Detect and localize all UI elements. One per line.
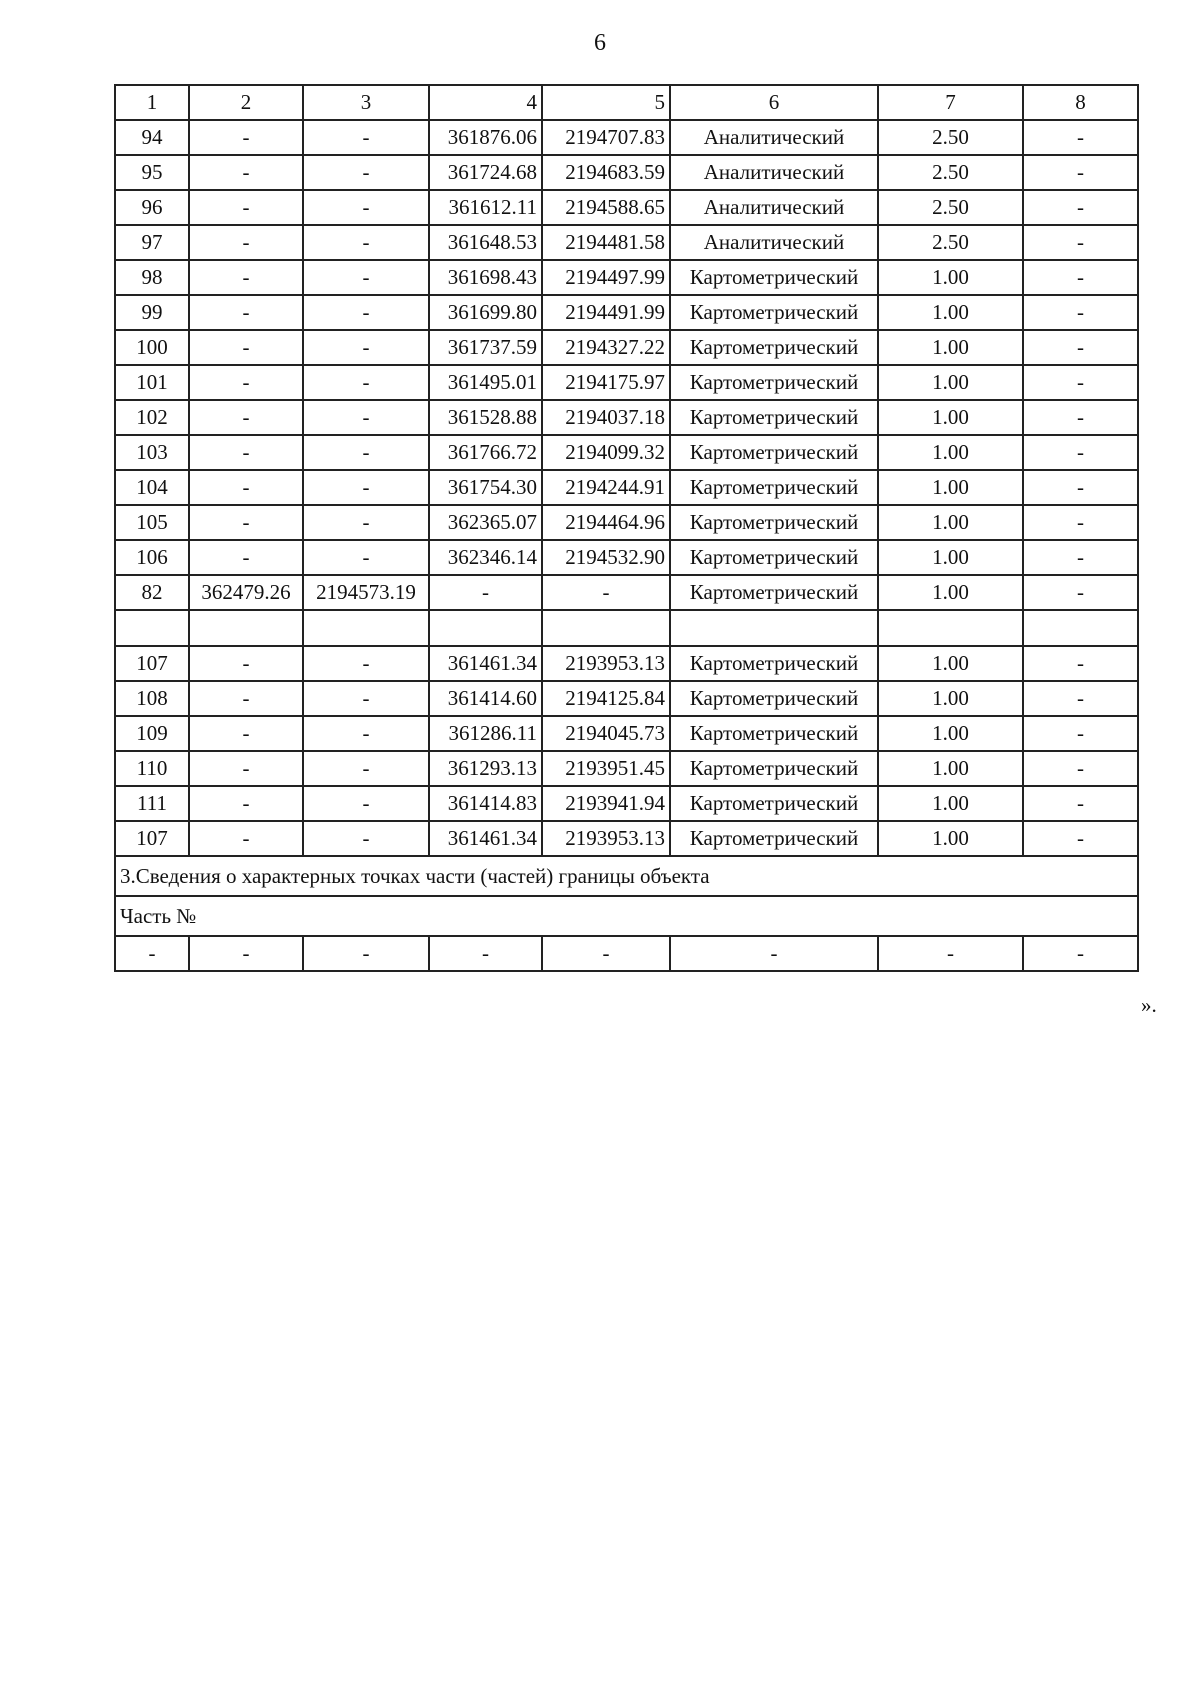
table-cell-col-7: 2.50 [878, 120, 1023, 155]
table-row [115, 155, 1138, 190]
table-cell-col-7: 1.00 [878, 786, 1023, 821]
table-cell-col-2: - [189, 786, 303, 821]
table-cell-col-4: 361461.34 [429, 821, 542, 856]
table-cell-col-2: - [189, 330, 303, 365]
table-cell-col-5: 5 [542, 85, 670, 120]
table-row [115, 330, 1138, 365]
table-cell-col-8: - [1023, 120, 1138, 155]
table-cell-col-8: - [1023, 646, 1138, 681]
table-cell-col-4: 361293.13 [429, 751, 542, 786]
table-cell-col-2: - [189, 716, 303, 751]
empty-cell [429, 610, 542, 646]
table-cell-col-8: - [1023, 716, 1138, 751]
table-cell-col-3: - [303, 155, 429, 190]
table-cell-col-6: - [670, 936, 878, 971]
table-cell-col-2: - [189, 646, 303, 681]
table-cell-col-8: - [1023, 936, 1138, 971]
table-cell-col-7: 2.50 [878, 155, 1023, 190]
table-cell-col-6: Аналитический [670, 120, 878, 155]
table-cell-col-1: 97 [115, 225, 189, 260]
table-cell-col-1: - [115, 936, 189, 971]
table-cell-col-8: - [1023, 260, 1138, 295]
empty-cell [670, 610, 878, 646]
table-row [115, 821, 1138, 856]
table-cell-col-1: 109 [115, 716, 189, 751]
table-cell-col-5: 2193953.13 [542, 646, 670, 681]
table-cell-col-5: 2194491.99 [542, 295, 670, 330]
table-row [115, 120, 1138, 155]
table-cell-col-1: 106 [115, 540, 189, 575]
table-cell-col-1: 110 [115, 751, 189, 786]
table-cell-col-7: 1.00 [878, 821, 1023, 856]
table-cell-col-5: 2194037.18 [542, 400, 670, 435]
table-cell-col-4: 361286.11 [429, 716, 542, 751]
table-cell-col-6: Картометрический [670, 681, 878, 716]
table-cell-col-3: - [303, 681, 429, 716]
table-cell-col-6: Картометрический [670, 786, 878, 821]
empty-cell [542, 610, 670, 646]
table-cell-col-1: 95 [115, 155, 189, 190]
table-cell-col-6: Картометрический [670, 260, 878, 295]
table-row [115, 190, 1138, 225]
table-cell-col-1: 111 [115, 786, 189, 821]
table-cell-col-5: - [542, 936, 670, 971]
table-cell-col-1: 107 [115, 646, 189, 681]
table-cell-col-5: 2194497.99 [542, 260, 670, 295]
table-cell-col-3: - [303, 821, 429, 856]
table-cell-col-1: 94 [115, 120, 189, 155]
table-cell-col-3: - [303, 540, 429, 575]
table-row [115, 751, 1138, 786]
table-cell-col-6: Картометрический [670, 435, 878, 470]
table-cell-col-1: 108 [115, 681, 189, 716]
table-cell-col-4: 362365.07 [429, 505, 542, 540]
table-cell-col-7: 1.00 [878, 365, 1023, 400]
table-cell-col-8: - [1023, 540, 1138, 575]
table-row [115, 646, 1138, 681]
table-cell-col-6: Картометрический [670, 330, 878, 365]
table-cell-col-1: 103 [115, 435, 189, 470]
table-cell-col-5: 2194464.96 [542, 505, 670, 540]
table-cell-col-7: 1.00 [878, 646, 1023, 681]
closing-quote: ». [1141, 993, 1157, 1017]
table-cell-col-3: - [303, 400, 429, 435]
table-gap-row [115, 610, 1138, 646]
table-cell-col-3: - [303, 190, 429, 225]
table-cell-col-3: - [303, 716, 429, 751]
empty-cell [303, 610, 429, 646]
table-header-row [115, 85, 1138, 120]
table-cell-col-7: 1.00 [878, 260, 1023, 295]
table-cell-col-7: 1.00 [878, 575, 1023, 610]
table-row [115, 786, 1138, 821]
table-cell-col-2: - [189, 400, 303, 435]
table-cell-col-5: 2193953.13 [542, 821, 670, 856]
part-data-row [115, 936, 1138, 971]
table-cell-col-2: - [189, 365, 303, 400]
table-cell-col-7: 2.50 [878, 190, 1023, 225]
table-cell-col-7: 2.50 [878, 225, 1023, 260]
table-cell-col-7: 1.00 [878, 751, 1023, 786]
table-row [115, 225, 1138, 260]
table-cell-col-3: - [303, 470, 429, 505]
table-cell-col-8: - [1023, 786, 1138, 821]
table-cell-col-4: 4 [429, 85, 542, 120]
table-cell-col-6: Картометрический [670, 821, 878, 856]
table-cell-col-7: 1.00 [878, 330, 1023, 365]
table-cell-col-6: Аналитический [670, 190, 878, 225]
table-cell-col-2: - [189, 295, 303, 330]
table-cell-col-8: - [1023, 400, 1138, 435]
table-row [115, 260, 1138, 295]
table-cell-col-8: - [1023, 751, 1138, 786]
table-cell-col-3: - [303, 295, 429, 330]
table-cell-col-4: - [429, 575, 542, 610]
table-cell-col-3: 3 [303, 85, 429, 120]
page-number: 6 [594, 30, 606, 56]
table-cell-col-3: - [303, 435, 429, 470]
table-cell-col-8: - [1023, 575, 1138, 610]
coordinates-table [114, 84, 1139, 972]
empty-cell [115, 610, 189, 646]
table-cell-col-1: 101 [115, 365, 189, 400]
table-row [115, 681, 1138, 716]
empty-cell [189, 610, 303, 646]
table-row [115, 470, 1138, 505]
table-cell-col-1: 105 [115, 505, 189, 540]
table-cell-col-5: 2194175.97 [542, 365, 670, 400]
table-cell-col-6: Картометрический [670, 505, 878, 540]
table-cell-col-8: - [1023, 225, 1138, 260]
table-cell-col-6: Картометрический [670, 400, 878, 435]
table-cell-col-5: 2194683.59 [542, 155, 670, 190]
table-cell-col-3: - [303, 365, 429, 400]
table-cell-col-3: - [303, 786, 429, 821]
table-cell-col-5: 2194125.84 [542, 681, 670, 716]
table-cell-col-4: 361414.83 [429, 786, 542, 821]
table-cell-col-5: 2193941.94 [542, 786, 670, 821]
table-cell-col-4: 361528.88 [429, 400, 542, 435]
table-cell-col-8: - [1023, 470, 1138, 505]
table-cell-col-2: - [189, 435, 303, 470]
table-cell-col-1: 104 [115, 470, 189, 505]
table-cell-col-4: 361699.80 [429, 295, 542, 330]
table-cell-col-4: 361461.34 [429, 646, 542, 681]
table-cell-col-1: 100 [115, 330, 189, 365]
table-cell-col-2: - [189, 681, 303, 716]
table-cell-col-2: - [189, 120, 303, 155]
table-cell-col-4: 361612.11 [429, 190, 542, 225]
table-cell-col-8: - [1023, 821, 1138, 856]
empty-cell [878, 610, 1023, 646]
table-cell-col-2: - [189, 470, 303, 505]
table-cell-col-5: 2194707.83 [542, 120, 670, 155]
table-cell-col-5: 2194244.91 [542, 470, 670, 505]
table-cell-col-2: - [189, 540, 303, 575]
section-title: 3.Сведения о характерных точках части (частей) границы объекта [115, 856, 1138, 896]
table-cell-col-3: - [303, 120, 429, 155]
table-cell-col-1: 1 [115, 85, 189, 120]
table-cell-col-3: - [303, 646, 429, 681]
table-cell-col-4: - [429, 936, 542, 971]
table-cell-col-6: 6 [670, 85, 878, 120]
table-cell-col-8: - [1023, 435, 1138, 470]
table-cell-col-8: - [1023, 155, 1138, 190]
table-cell-col-7: 1.00 [878, 681, 1023, 716]
table-row [115, 505, 1138, 540]
table-cell-col-3: 2194573.19 [303, 575, 429, 610]
table-cell-col-4: 361495.01 [429, 365, 542, 400]
table-cell-col-7: 1.00 [878, 505, 1023, 540]
table-cell-col-1: 82 [115, 575, 189, 610]
table-cell-col-3: - [303, 505, 429, 540]
table-row [115, 540, 1138, 575]
table-cell-col-7: 1.00 [878, 540, 1023, 575]
table-cell-col-1: 98 [115, 260, 189, 295]
table-cell-col-5: - [542, 575, 670, 610]
table-cell-col-2: - [189, 936, 303, 971]
part-label-row [115, 896, 1138, 936]
table-cell-col-4: 361766.72 [429, 435, 542, 470]
table-row [115, 365, 1138, 400]
table-cell-col-4: 361737.59 [429, 330, 542, 365]
table-cell-col-2: - [189, 260, 303, 295]
table-cell-col-7: 1.00 [878, 295, 1023, 330]
table-cell-col-8: - [1023, 505, 1138, 540]
section-title-row [115, 856, 1138, 896]
table-cell-col-7: - [878, 936, 1023, 971]
empty-cell [1023, 610, 1138, 646]
table-cell-col-1: 107 [115, 821, 189, 856]
table-cell-col-6: Картометрический [670, 365, 878, 400]
table-cell-col-5: 2194327.22 [542, 330, 670, 365]
table-cell-col-8: - [1023, 190, 1138, 225]
table-cell-col-4: 361724.68 [429, 155, 542, 190]
table-cell-col-8: 8 [1023, 85, 1138, 120]
table-cell-col-2: 362479.26 [189, 575, 303, 610]
table-cell-col-5: 2194045.73 [542, 716, 670, 751]
table-cell-col-1: 102 [115, 400, 189, 435]
table-cell-col-5: 2194588.65 [542, 190, 670, 225]
table-row [115, 575, 1138, 610]
table-cell-col-7: 1.00 [878, 400, 1023, 435]
table-cell-col-3: - [303, 225, 429, 260]
table-cell-col-6: Картометрический [670, 470, 878, 505]
table-cell-col-7: 1.00 [878, 435, 1023, 470]
table-cell-col-6: Картометрический [670, 646, 878, 681]
table-row [115, 435, 1138, 470]
table-cell-col-1: 96 [115, 190, 189, 225]
table-row [115, 716, 1138, 751]
part-label: Часть № [115, 896, 1138, 936]
table-cell-col-6: Картометрический [670, 751, 878, 786]
table-cell-col-3: - [303, 260, 429, 295]
table-cell-col-7: 1.00 [878, 716, 1023, 751]
table-cell-col-4: 361414.60 [429, 681, 542, 716]
table-cell-col-8: - [1023, 295, 1138, 330]
table-row [115, 295, 1138, 330]
table-cell-col-5: 2193951.45 [542, 751, 670, 786]
table-cell-col-6: Аналитический [670, 155, 878, 190]
table-cell-col-2: - [189, 190, 303, 225]
table-cell-col-5: 2194481.58 [542, 225, 670, 260]
table-cell-col-1: 99 [115, 295, 189, 330]
table-cell-col-4: 361876.06 [429, 120, 542, 155]
table-cell-col-5: 2194099.32 [542, 435, 670, 470]
table-cell-col-7: 1.00 [878, 470, 1023, 505]
table-cell-col-2: - [189, 821, 303, 856]
table-cell-col-2: - [189, 505, 303, 540]
table-cell-col-2: - [189, 155, 303, 190]
table-cell-col-7: 7 [878, 85, 1023, 120]
table-cell-col-2: - [189, 751, 303, 786]
table-cell-col-2: 2 [189, 85, 303, 120]
table-cell-col-2: - [189, 225, 303, 260]
table-cell-col-6: Картометрический [670, 295, 878, 330]
table-cell-col-6: Картометрический [670, 540, 878, 575]
table-cell-col-8: - [1023, 365, 1138, 400]
table-cell-col-6: Картометрический [670, 716, 878, 751]
table-cell-col-4: 361648.53 [429, 225, 542, 260]
table-row [115, 400, 1138, 435]
table-cell-col-8: - [1023, 330, 1138, 365]
table-cell-col-5: 2194532.90 [542, 540, 670, 575]
table-cell-col-4: 361698.43 [429, 260, 542, 295]
table-cell-col-3: - [303, 330, 429, 365]
table-cell-col-3: - [303, 936, 429, 971]
table-cell-col-8: - [1023, 681, 1138, 716]
table-cell-col-6: Аналитический [670, 225, 878, 260]
table-body [115, 85, 1138, 971]
table-cell-col-6: Картометрический [670, 575, 878, 610]
table-cell-col-4: 362346.14 [429, 540, 542, 575]
table-cell-col-4: 361754.30 [429, 470, 542, 505]
table-cell-col-3: - [303, 751, 429, 786]
